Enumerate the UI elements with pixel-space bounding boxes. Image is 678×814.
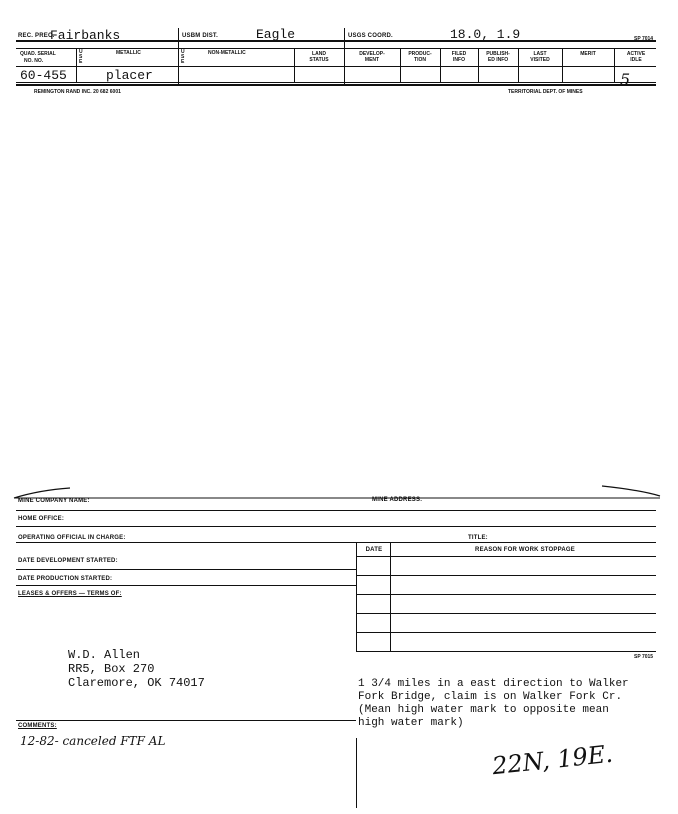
date-prod-label: DATE PRODUCTION STARTED: — [18, 576, 113, 582]
row-quad-serial: 60-455 — [20, 68, 67, 83]
divider-col-pub — [478, 48, 479, 82]
row-metallic: placer — [106, 68, 153, 83]
rule-1 — [16, 510, 656, 511]
divider-col-1 — [76, 48, 77, 82]
top-footer-right: TERRITORIAL DEPT. OF MINES — [508, 89, 583, 95]
table-row-4 — [356, 613, 656, 614]
comments-label: COMMENTS: — [18, 723, 57, 729]
address-line-3: Claremore, OK 74017 — [68, 676, 205, 690]
col-merit: MERIT — [580, 51, 596, 57]
mine-company-label: MINE COMPANY NAME: — [18, 498, 90, 504]
table-row-1 — [356, 556, 656, 557]
row-active-idle: 5 — [620, 70, 631, 89]
date-col-header: DATE — [365, 547, 383, 553]
col-nonmetallic: NON-METALLIC — [208, 50, 246, 56]
top-card-bottom-rule — [16, 84, 656, 86]
title-label: TITLE: — [468, 535, 488, 541]
divider-col-filed — [440, 48, 441, 82]
location-handwritten: 22N, 19E. — [490, 739, 615, 781]
table-row-5 — [356, 632, 656, 633]
col-published-info: PUBLISH- ED INFO — [486, 51, 510, 63]
top-form-code: SP 7014 — [634, 36, 654, 42]
bottom-form-code: SP 7015 — [634, 654, 654, 660]
col-no-no: NO. NO. — [24, 58, 44, 64]
divider-col-active — [614, 48, 615, 82]
divider-col-merit — [562, 48, 563, 82]
col-quad-serial: QUAD. SERIAL — [20, 51, 56, 57]
address-line-1: W.D. Allen — [68, 648, 141, 662]
rule-4 — [16, 569, 356, 570]
usgs-label: USGS COORD. — [348, 33, 393, 39]
top-card-colhead-rule — [16, 66, 656, 67]
reason-col-header: REASON FOR WORK STOPPAGE — [475, 547, 575, 553]
divider-col-last — [518, 48, 519, 82]
divider-col-prod — [400, 48, 401, 82]
address-block — [68, 648, 205, 690]
col-use-1: U S E — [79, 49, 83, 65]
rec-prec-label: REC. PREC. — [18, 33, 55, 39]
bottom-card-top-curve — [10, 480, 670, 504]
col-land-status: LAND STATUS — [309, 51, 329, 63]
top-card-header-rule — [16, 48, 656, 49]
address-line-2: RR5, Box 270 — [68, 662, 155, 676]
rule-2 — [16, 526, 656, 527]
description-block — [358, 678, 629, 730]
table-left-border — [356, 542, 357, 652]
col-use-2: U S E — [181, 49, 185, 65]
leases-label: LEASES & OFFERS — TERMS OF: — [18, 591, 122, 597]
description-line-1: 1 3/4 miles in a east direction to Walker — [358, 678, 629, 690]
col-last-visited: LAST VISITED — [530, 51, 550, 63]
description-line-2: Fork Bridge, claim is on Walker Fork Cr. — [358, 691, 623, 703]
description-line-4: high water mark) — [358, 717, 464, 729]
rec-prec-value: Fairbanks — [50, 28, 121, 43]
col-active-idle: ACTIVE IDLE — [626, 51, 646, 63]
table-date-divider — [390, 542, 391, 652]
date-dev-label: DATE DEVELOPMENT STARTED: — [18, 558, 118, 564]
top-footer-left: REMINGTON RAND INC. 20 682 6001 — [34, 89, 121, 95]
table-row-2 — [356, 575, 656, 576]
col-filed-info: FILED INFO — [451, 51, 467, 63]
home-office-label: HOME OFFICE: — [18, 516, 65, 522]
divider-usbm — [178, 28, 179, 84]
mine-address-label: MINE ADDRESS: — [372, 497, 423, 503]
rule-3 — [16, 542, 656, 543]
usbm-value: Eagle — [256, 27, 296, 42]
usgs-value: 18.0, 1.9 — [450, 27, 521, 42]
rule-comments — [16, 720, 356, 721]
usbm-label: USBM DIST. — [182, 33, 219, 39]
comments-value: 12-82- canceled FTF AL — [20, 734, 166, 748]
lower-vertical-divider — [356, 738, 357, 808]
col-production: PRODUC- TION — [408, 51, 432, 63]
divider-col-land — [294, 48, 295, 82]
divider-usgs — [344, 28, 345, 84]
rule-5 — [16, 585, 356, 586]
description-line-3: (Mean high water mark to opposite mean — [358, 704, 609, 716]
operating-official-label: OPERATING OFFICIAL IN CHARGE: — [18, 535, 126, 541]
table-row-6 — [356, 651, 656, 652]
table-row-3 — [356, 594, 656, 595]
col-development: DEVELOP- MENT — [359, 51, 385, 63]
col-metallic: METALLIC — [116, 50, 141, 56]
